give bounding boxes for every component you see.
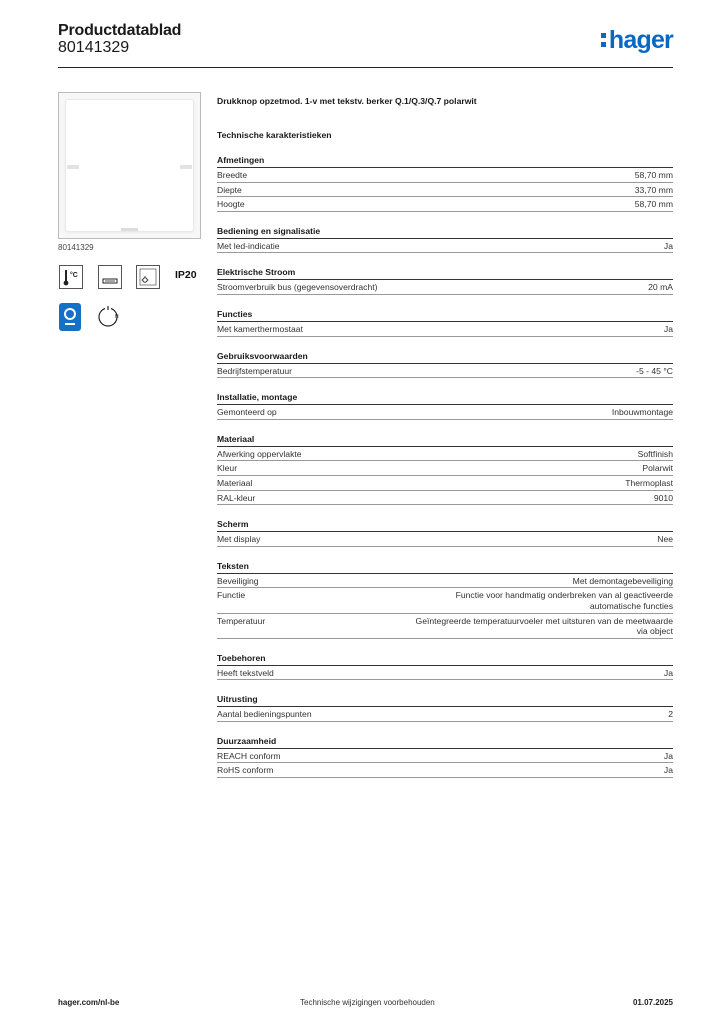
spec-section [217,267,673,295]
spec-row [217,588,673,613]
product-description: Drukknop opzetmod. 1-v met tekstv. berker Q.1/Q.3/Q.7 polarwit [217,96,477,106]
specifications-panel [217,96,673,778]
svg-text:°C: °C [70,272,78,279]
spec-row [217,197,673,212]
plate-notch [121,228,138,231]
spec-value: Ja [663,750,673,761]
spec-label: Met display [217,534,261,545]
spec-row [217,763,673,778]
spec-value: Thermoplast [625,477,673,488]
spec-value: 58,70 mm [634,170,673,180]
ip-rating-badge: IP20 [175,269,197,281]
spec-row [217,322,673,337]
spec-section [217,519,673,547]
section-title: Toebehoren [217,653,673,666]
logo-wordmark: hager [608,26,673,54]
rocker-right-mark [180,165,192,169]
spec-value: 20 mA [648,282,673,293]
spec-value: Ja [663,667,673,678]
spec-label: Aantal bedieningspunten [217,709,312,720]
spec-section [217,653,673,681]
spec-label: Met kamerthermostaat [217,323,303,334]
spec-value: Geïntegreerde temperatuurvoeler met uitsturen van de meetwaarde via object [415,615,673,637]
rocker-left-mark [67,165,79,169]
section-title: Installatie, montage [217,392,673,405]
spec-section [217,309,673,337]
spec-row [217,574,673,589]
page-header [58,22,673,68]
spec-section [217,226,673,254]
spec-row [217,491,673,506]
spec-label: Stroomverbruik bus (gegevensoverdracht) [217,282,378,293]
spec-value: 33,70 mm [634,184,673,195]
spec-row [217,614,673,639]
spec-value: Ja [663,240,673,251]
spec-value: Ja [663,323,673,334]
spec-value: Ja [663,765,673,776]
spec-value: Polarwit [642,463,673,474]
spec-row [217,532,673,547]
spec-label: Heeft tekstveld [217,667,274,678]
hager-logo [601,27,673,53]
spec-section [217,561,673,639]
section-title: Elektrische Stroom [217,267,673,280]
section-title: Bediening en signalisatie [217,226,673,239]
spec-label: Breedte [217,170,248,180]
spec-label: RAL-kleur [217,492,256,503]
section-title: Afmetingen [217,155,673,168]
spec-label: Met led-indicatie [217,240,280,251]
specification-sections [217,155,673,778]
product-image [58,92,201,239]
spec-label: Hoogte [217,199,245,210]
spec-row [217,476,673,491]
thermostat-panel-icon [136,265,160,289]
spec-label: RoHS conform [217,765,274,776]
footer-date: 01.07.2025 [632,998,673,1007]
spec-row [217,749,673,764]
spec-row [217,183,673,198]
product-number: 80141329 [58,39,130,56]
spec-section [217,736,673,778]
spec-value: 2 [668,709,673,720]
section-title: Gebruiksvoorwaarden [217,351,673,364]
spec-value: -5 - 45 °C [636,365,673,376]
spec-row [217,168,673,183]
section-title: Duurzaamheid [217,736,673,749]
spec-value: Inbouwmontage [611,407,673,418]
section-title: Scherm [217,519,673,532]
footer-disclaimer: Technische wijzigingen voorbehouden [300,998,435,1007]
eco-label-icon [59,303,81,331]
spec-section [217,392,673,420]
svg-text:H: H [115,314,119,320]
push-button-plate [65,99,194,232]
spec-section [217,694,673,722]
spec-label: Materiaal [217,477,253,488]
spec-value: Nee [657,534,673,545]
section-title: Teksten [217,561,673,574]
section-title: Functies [217,309,673,322]
spec-row [217,707,673,722]
spec-label: Beveiliging [217,575,259,586]
spec-value: 9010 [653,492,673,503]
section-title: Materiaal [217,434,673,447]
display-icon [98,265,122,289]
technical-characteristics-heading: Technische karakteristieken [217,130,332,140]
image-caption: 80141329 [58,243,94,252]
rotate-hold-icon [97,305,121,334]
spec-label: Temperatuur [217,615,266,626]
spec-row [217,461,673,476]
spec-value: 58,70 mm [634,199,673,210]
spec-row [217,364,673,379]
spec-label: Bedrijfstemperatuur [217,365,292,376]
footer-website: hager.com/nl-be [58,998,120,1007]
spec-label: REACH conform [217,750,281,761]
spec-row [217,666,673,681]
spec-label: Diepte [217,184,242,195]
document-title: Productdatablad [58,22,182,39]
spec-value: Softfinish [637,448,673,459]
spec-row [217,405,673,420]
logo-colon-mark [601,33,606,47]
spec-label: Afwerking oppervlakte [217,448,302,459]
spec-label: Gemonteerd op [217,407,277,418]
spec-label: Kleur [217,463,238,474]
spec-value: Functie voor handmatig onderbreken van al geactiveerde automatische functies [455,590,673,611]
spec-label: Functie [217,590,246,601]
spec-row [217,447,673,462]
temperature-celsius-icon [59,265,83,289]
spec-value: Met demontagebeveiliging [572,575,673,586]
spec-section [217,155,673,212]
section-title: Uitrusting [217,694,673,707]
spec-row [217,280,673,295]
spec-section [217,351,673,379]
spec-section [217,434,673,505]
spec-row [217,239,673,254]
